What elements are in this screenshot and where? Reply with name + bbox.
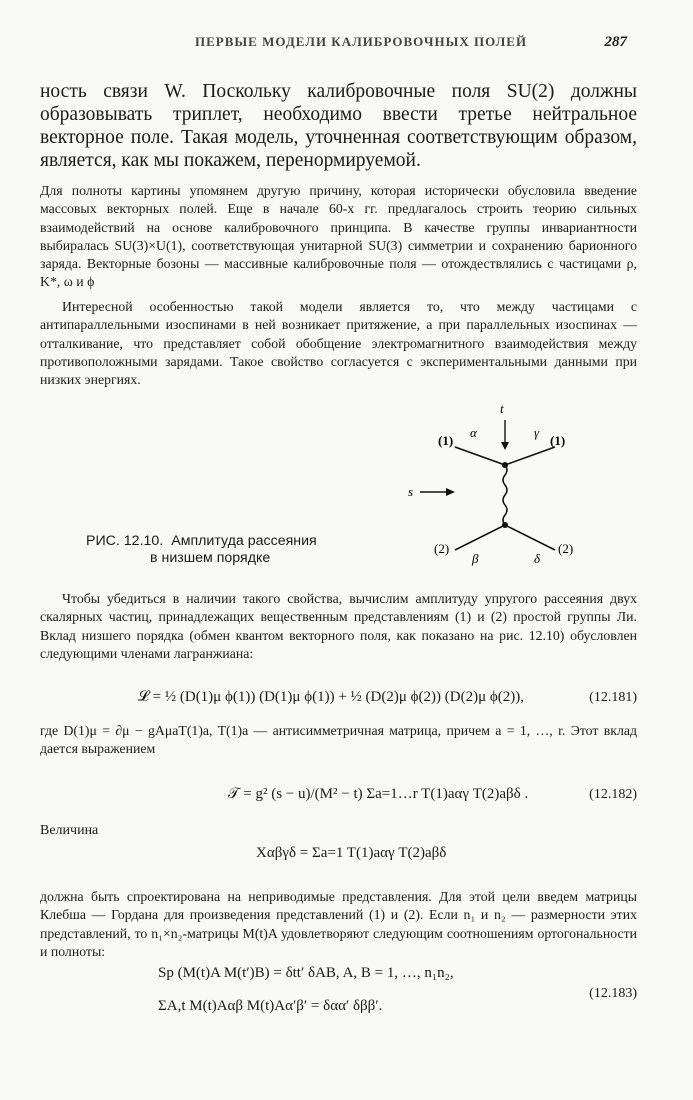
line-delta [505,525,555,550]
label-gamma: γ [534,425,540,440]
page-number: 287 [604,34,627,50]
figure-label: РИС. 12.10. [86,533,164,549]
vertex-bottom [502,522,508,528]
paragraph-small-4: должна быть спроектирована на неприводимые представления. Для этой цели введем матрицы Клебша — Гордана для произведения представлений (1) и (2). Если n₁ и n₂ — размерности этих представлений, то n₁×n₂-матрицы M(t)A удовлетворяют следующим соотношениям ортогональности и полноты: [40,889,637,959]
velichina-label: Величина [40,823,99,838]
t-arrow-head [501,442,509,450]
vertex-top [502,462,508,468]
label-s: s [408,484,414,499]
label-delta: δ [534,551,541,566]
figure-caption [86,533,386,567]
label-alpha: α [470,425,477,440]
equation-12-183a: Sp (M(t)A M(t′)B) = δtt′ δAB, A, B = 1, …, n₁n₂, [158,965,454,981]
label-1-left: (1) [438,433,454,448]
equation-12-182: 𝒯 = g² (s − u)/(M² − t) Σa=1…r T(1)aαγ T(2)aβδ . [228,786,529,802]
s-arrow-head [446,488,455,496]
paragraph-small-2: Интересной особенностью такой модели является то, что между частицами с антипараллельными изоспинами в ней возникает притяжение, а при параллельных изоспинах — отталкивание, что представляет собой обобщение электромагнитного взаимодействия между противоположными зарядами. Такое свойство согласуется с экспериментальными данными при низких энергиях. [40,299,637,388]
equation-number-12-183: (12.183) [589,986,637,1001]
label-2-left: (2) [434,541,450,556]
paragraph-large: ность связи W. Поскольку калибровочные поля SU(2) должны образовывать триплет, необходимо ввести третье нейтральное векторное поле. Такая модель, уточненная соответствующим образом, является, как мы покажем, перенормируемой. [40,81,637,171]
caption-line-1: Амплитуда рассеяния [171,533,317,549]
line-gamma [505,447,555,465]
equation-number-12-181: (12.181) [589,690,637,705]
label-t: t [500,401,504,416]
caption-line-2: в низшем порядке [150,550,271,566]
paragraph-small-1: Для полноты картины упомянем другую причину, которая исторически обусловила введение массовых векторных полей. Еще в начале 60-х гг. предлагалось строить теорию сильных взаимодействий на основе калибровочного принципа. В качестве группы инвариантности выбиралась SU(3)×U(1), соответствующая унитарной SU(3) симметрии и сохранению барионного заряда. Векторные бозоны — массивные калибровочные поля — отождествлялись с частицами ρ, K*, ω и ϕ [40,183,637,290]
paragraph-small-3: Чтобы убедиться в наличии такого свойства, вычислим амплитуду упругого рассеяния двух скалярных частиц, принадлежащих вещественным представлениям (1) и (2) простой группы Ли. Вклад низшего порядка (обмен квантом векторного поля, как показано на рис. 12.10) обусловлен следующими членами лагранжиана: [40,591,637,661]
feynman-diagram [400,401,600,575]
running-title: ПЕРВЫЕ МОДЕЛИ КАЛИБРОВОЧНЫХ ПОЛЕЙ [195,34,528,49]
equation-number-12-182: (12.182) [589,787,637,802]
line-alpha [455,447,505,465]
equation-12-183b: ΣA,t M(t)Aαβ M(t)Aα′β′ = δαα′ δββ′. [158,998,383,1014]
label-1-right: (1) [550,433,566,448]
where-text: где D(1)μ = ∂μ − gAμaT(1)a, T(1)a — антисимметричная матрица, причем a = 1, …, r. Этот вклад дается выражением [40,723,637,757]
exchange-wavy-line [503,465,507,525]
line-beta [455,525,505,550]
label-2-right: (2) [558,541,574,556]
equation-x: Xαβγδ = Σa=1 T(1)aαγ T(2)aβδ [256,845,447,861]
equation-12-181: 𝓛 = ½ (D(1)μ ϕ(1)) (D(1)μ ϕ(1)) + ½ (D(2)μ ϕ(2)) (D(2)μ ϕ(2)), [138,689,525,705]
label-beta: β [472,551,479,566]
